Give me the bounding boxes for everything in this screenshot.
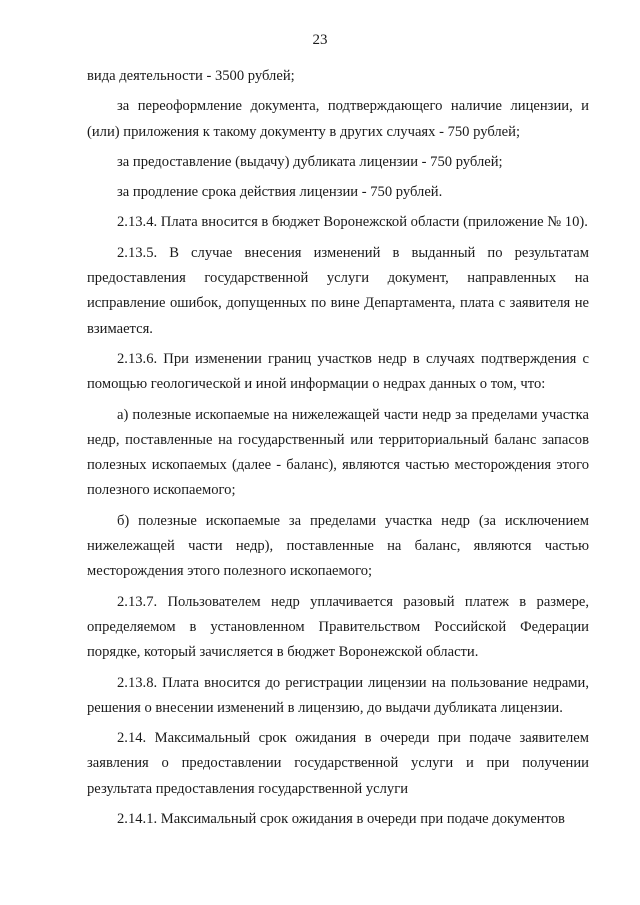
paragraph: за предоставление (выдачу) дубликата лицензии - 750 рублей; [117,153,503,170]
page-number: 23 [312,32,328,48]
document-body [87,64,589,837]
paragraph: 2.13.4. Плата вносится в бюджет Воронежской области (приложение № 10). [117,214,588,231]
paragraph: 2.14.1. Максимальный срок ожидания в очереди при подаче документов [117,811,565,828]
paragraph: 2.13.7. Пользователем недр уплачивается разовый платеж в размере, определяемом в установленном Правительством Российской Федерации порядке, который зачисляется в бюджет Воронежской области. [87,593,589,661]
paragraph: 2.13.8. Плата вносится до регистрации лицензии на пользование недрами, решения о внесении изменений в лицензию, до выдачи дубликата лицензии. [87,674,589,716]
paragraph: 2.13.6. При изменении границ участков недр в случаях подтверждения с помощью геологической и иной информации о недрах данных о том, что: [87,350,589,393]
paragraph: 2.14. Максимальный срок ожидания в очереди при подаче заявителем заявления о предоставлении государственной услуги и при получении результата предоставления государственной услуги [87,730,589,797]
paragraph: вида деятельности - 3500 рублей; [87,68,295,84]
paragraph: за продление срока действия лицензии - 750 рублей. [117,184,443,201]
paragraph: за переоформление документа, подтверждающего наличие лицензии, и (или) приложения к такому документу в других случаях - 750 рублей; [87,98,589,140]
paragraph: б) полезные ископаемые за пределами участка недр (за исключением нижележащей части недр), поставленные на баланс, являются частью месторождения этого полезного ископаемого; [87,512,589,580]
paragraph: а) полезные ископаемые на нижележащей части недр за пределами участка недр, поставленные на государственный или территориальный баланс запасов полезных ископаемых (далее - баланс), являются частью месторождения этого полезного ископаемого; [87,406,589,499]
paragraph: 2.13.5. В случае внесения изменений в выданный по результатам предоставления государственной услуги документ, направленных на исправление ошибок, допущенных по вине Департамента, плата с заявителя не взимается. [87,244,589,337]
